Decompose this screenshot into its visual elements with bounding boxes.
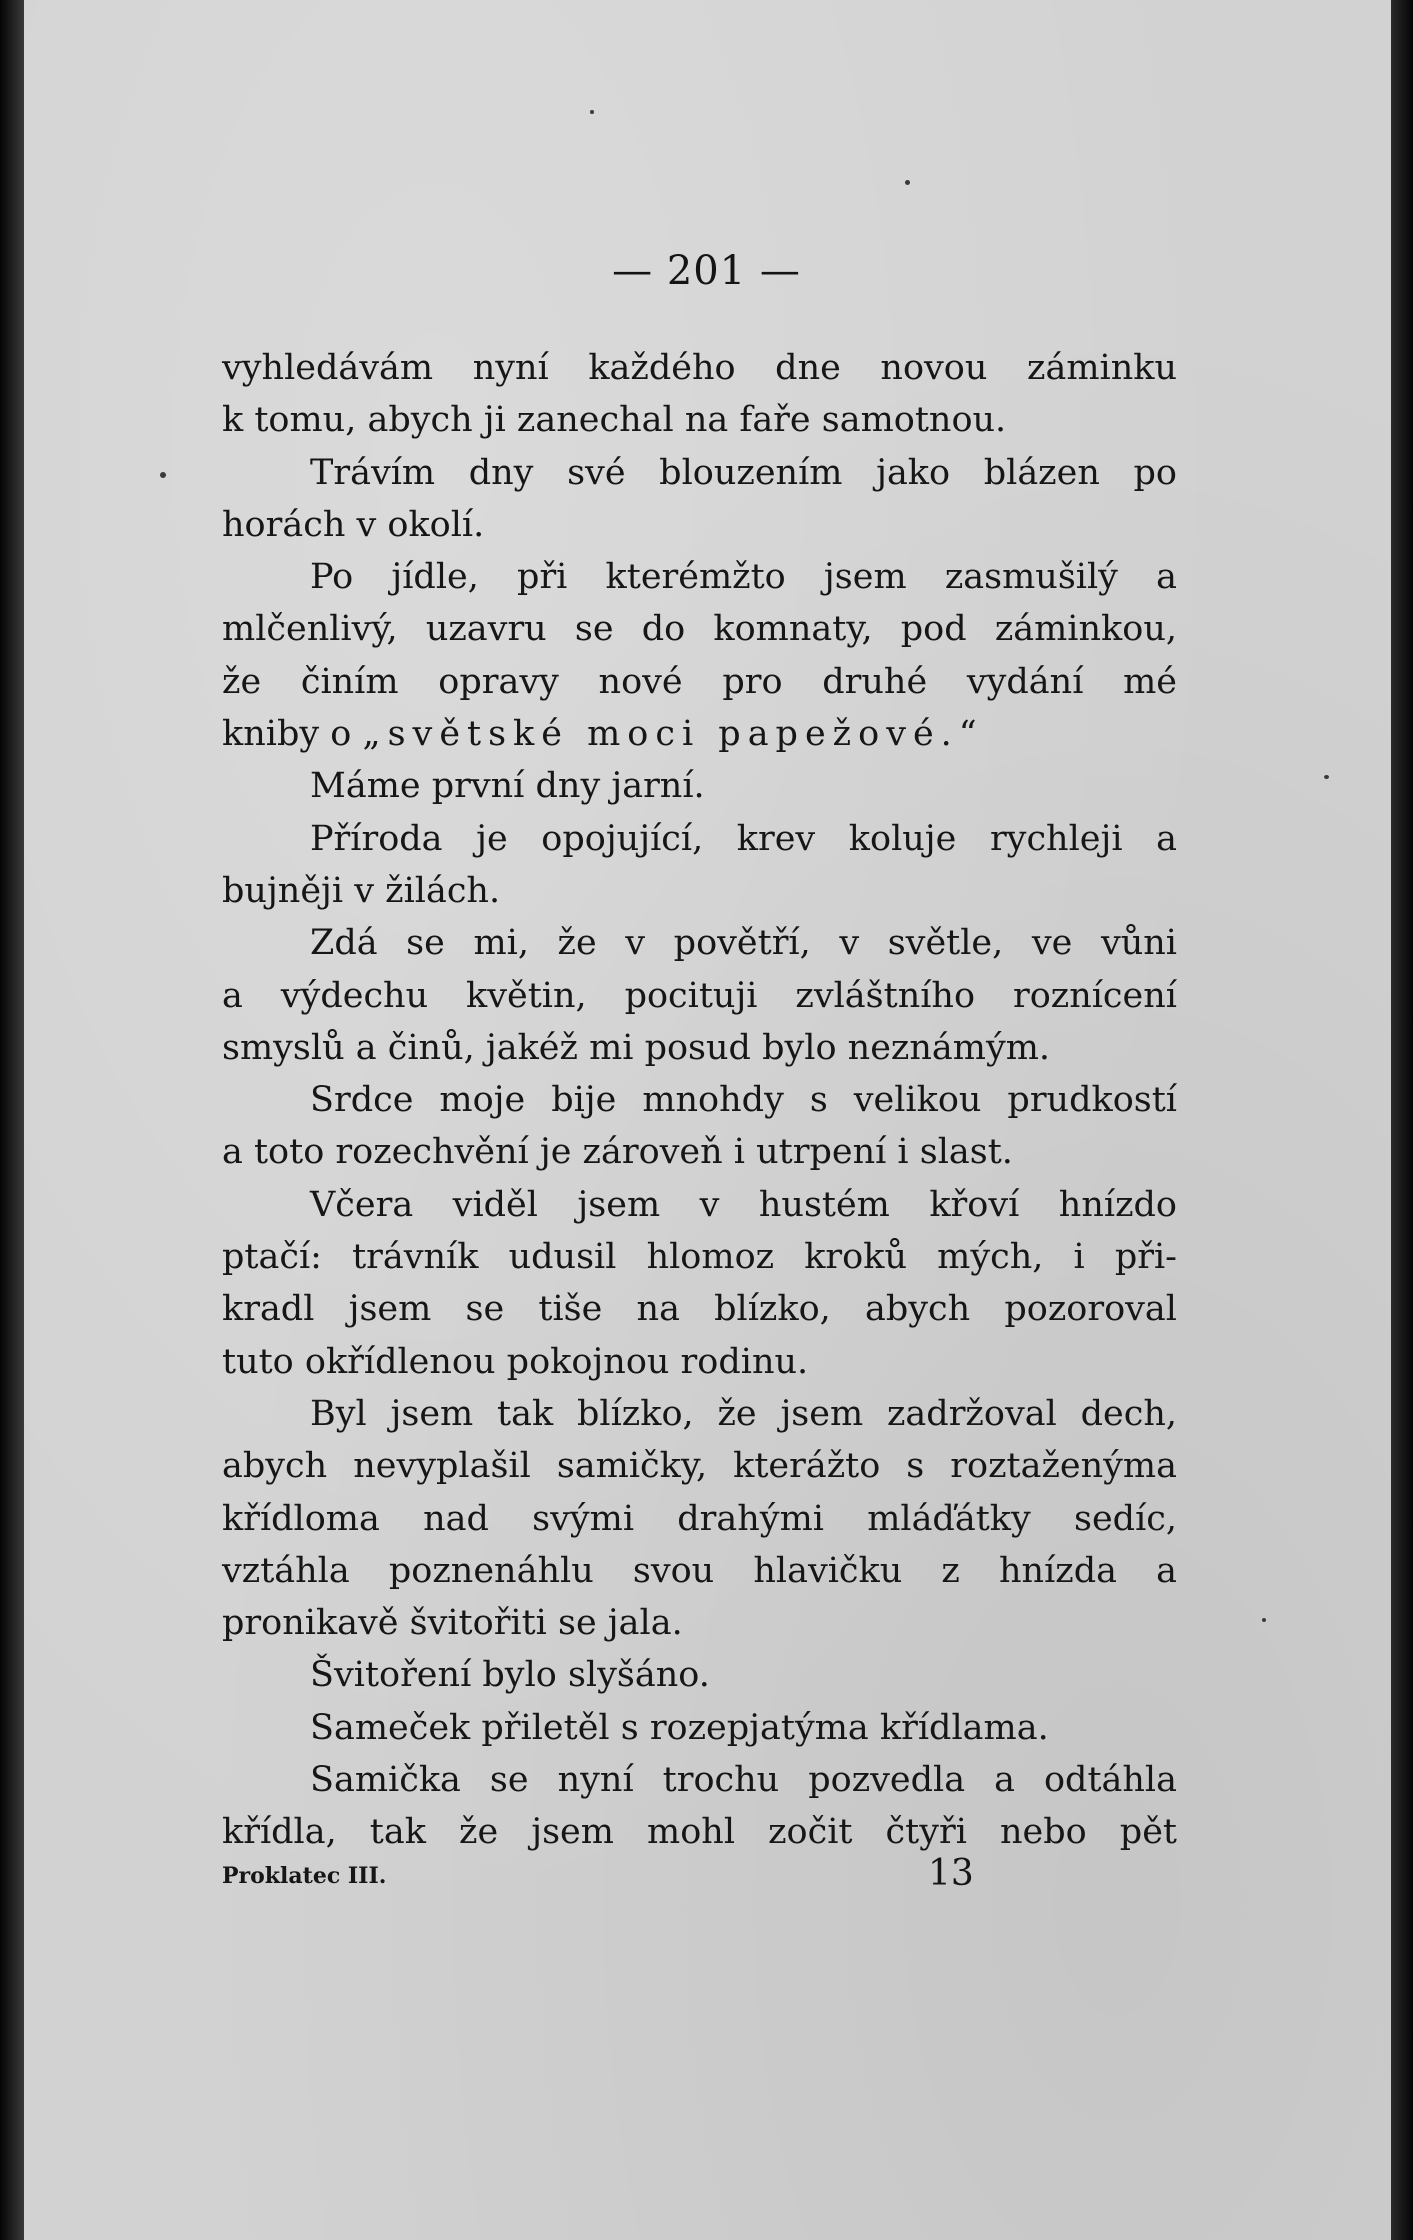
page-footer — [222, 1853, 1177, 1897]
text-line-content: ptačí: trávník udusil hlomoz kroků mých, i při- — [222, 1237, 1177, 1278]
text-line — [222, 1702, 1177, 1754]
text-line-content: vztáhla poznenáhlu svou hlavičku z hnízda a — [222, 1550, 1177, 1591]
text-line-content: Srdce moje bije mnohdy s velikou prudkostí — [310, 1080, 1177, 1121]
text-line — [222, 1806, 1177, 1858]
printer-signature: Proklatec III. — [222, 1863, 387, 1889]
text-line — [222, 1126, 1177, 1178]
text-line-content: abych nevyplašil samičky, kterážto s roztaženýma — [222, 1446, 1177, 1487]
text-line — [222, 1074, 1177, 1126]
text-line — [222, 1545, 1177, 1597]
text-line-content: Zdá se mi, že v povětří, v světle, ve vůni — [310, 923, 1177, 964]
text-line-content: Včera viděl jsem v hustém křoví hnízdo — [310, 1184, 1177, 1225]
text-line-content: Máme první dny jarní. — [310, 766, 705, 807]
text-line — [222, 1231, 1177, 1283]
scan-speck — [590, 110, 594, 114]
page-number: — 201 — — [612, 248, 801, 294]
text-line — [222, 1388, 1177, 1440]
text-line-content: křídla, tak že jsem mohl zočit čtyři nebo pět — [222, 1812, 1177, 1853]
scan-speck — [160, 472, 166, 478]
text-line-content: Po jídle, při kterémžto jsem zasmušilý a — [310, 557, 1177, 598]
text-line — [222, 813, 1177, 865]
text-line-content: a toto rozechvění je zároveň i utrpení i slast. — [222, 1132, 1013, 1173]
scan-speck — [905, 180, 910, 185]
text-line — [222, 1754, 1177, 1806]
text-line — [222, 760, 1177, 812]
text-line-content: Švitoření bylo slyšáno. — [310, 1655, 710, 1696]
text-line — [222, 447, 1177, 499]
text-line-content: a výdechu květin, pocituji zvláštního roznícení — [222, 975, 1177, 1016]
text-line-content: Sameček přiletěl s rozepjatýma křídlama. — [310, 1707, 1049, 1748]
text-line-content: Trávím dny své blouzením jako blázen po — [310, 452, 1177, 493]
scan-speck — [1262, 1618, 1266, 1622]
text-line — [222, 970, 1177, 1022]
scan-speck — [1324, 775, 1329, 779]
text-line — [222, 1597, 1177, 1649]
text-line — [222, 1493, 1177, 1545]
text-line — [222, 603, 1177, 655]
text-line-content: tuto okřídlenou pokojnou rodinu. — [222, 1341, 809, 1382]
text-line-content: mlčenlivý, uzavru se do komnaty, pod záminkou, — [222, 609, 1177, 650]
text-line — [222, 1440, 1177, 1492]
text-line-content: horách v okolí. — [222, 504, 485, 545]
body-text — [222, 342, 1177, 1859]
text-line — [222, 1336, 1177, 1388]
text-line-content: kniby o — [222, 714, 363, 755]
text-line-content: že činím opravy nové pro druhé vydání mé — [222, 661, 1177, 702]
text-line-content: kradl jsem se tiše na blízko, abych pozoroval — [222, 1289, 1177, 1330]
text-line-content: vyhledávám nyní každého dne novou záminku — [222, 348, 1177, 388]
text-line — [222, 865, 1177, 917]
page-left-shadow — [0, 0, 24, 2240]
text-line-content: bujněji v žilách. — [222, 870, 501, 911]
text-line — [222, 1022, 1177, 1074]
text-line-content: smyslů a činů, jakéž mi posud bylo neznámým. — [222, 1027, 1051, 1068]
emphasized-title: „světské moci papežové.“ — [362, 714, 984, 755]
text-line — [222, 1283, 1177, 1335]
text-line — [222, 499, 1177, 551]
text-line — [222, 394, 1177, 446]
text-line-content: křídloma nad svými drahými mláďátky sedíc, — [222, 1498, 1177, 1539]
text-line — [222, 1179, 1177, 1231]
text-line-content: k tomu, abych ji zanechal na faře samotnou. — [222, 400, 1007, 441]
text-line-content: pronikavě švitořiti se jala. — [222, 1603, 683, 1644]
page-right-shadow — [1391, 0, 1413, 2240]
sheet-number: 13 — [928, 1853, 974, 1894]
text-line-content: Příroda je opojující, krev koluje rychleji a — [310, 818, 1177, 859]
text-line — [222, 656, 1177, 708]
text-line — [222, 1649, 1177, 1701]
text-line — [222, 551, 1177, 603]
text-line — [222, 708, 1177, 760]
text-line — [222, 342, 1177, 394]
text-line-content: Samička se nyní trochu pozvedla a odtáhla — [310, 1760, 1177, 1801]
text-line-content: Byl jsem tak blízko, že jsem zadržoval dech, — [310, 1393, 1177, 1434]
text-line — [222, 917, 1177, 969]
